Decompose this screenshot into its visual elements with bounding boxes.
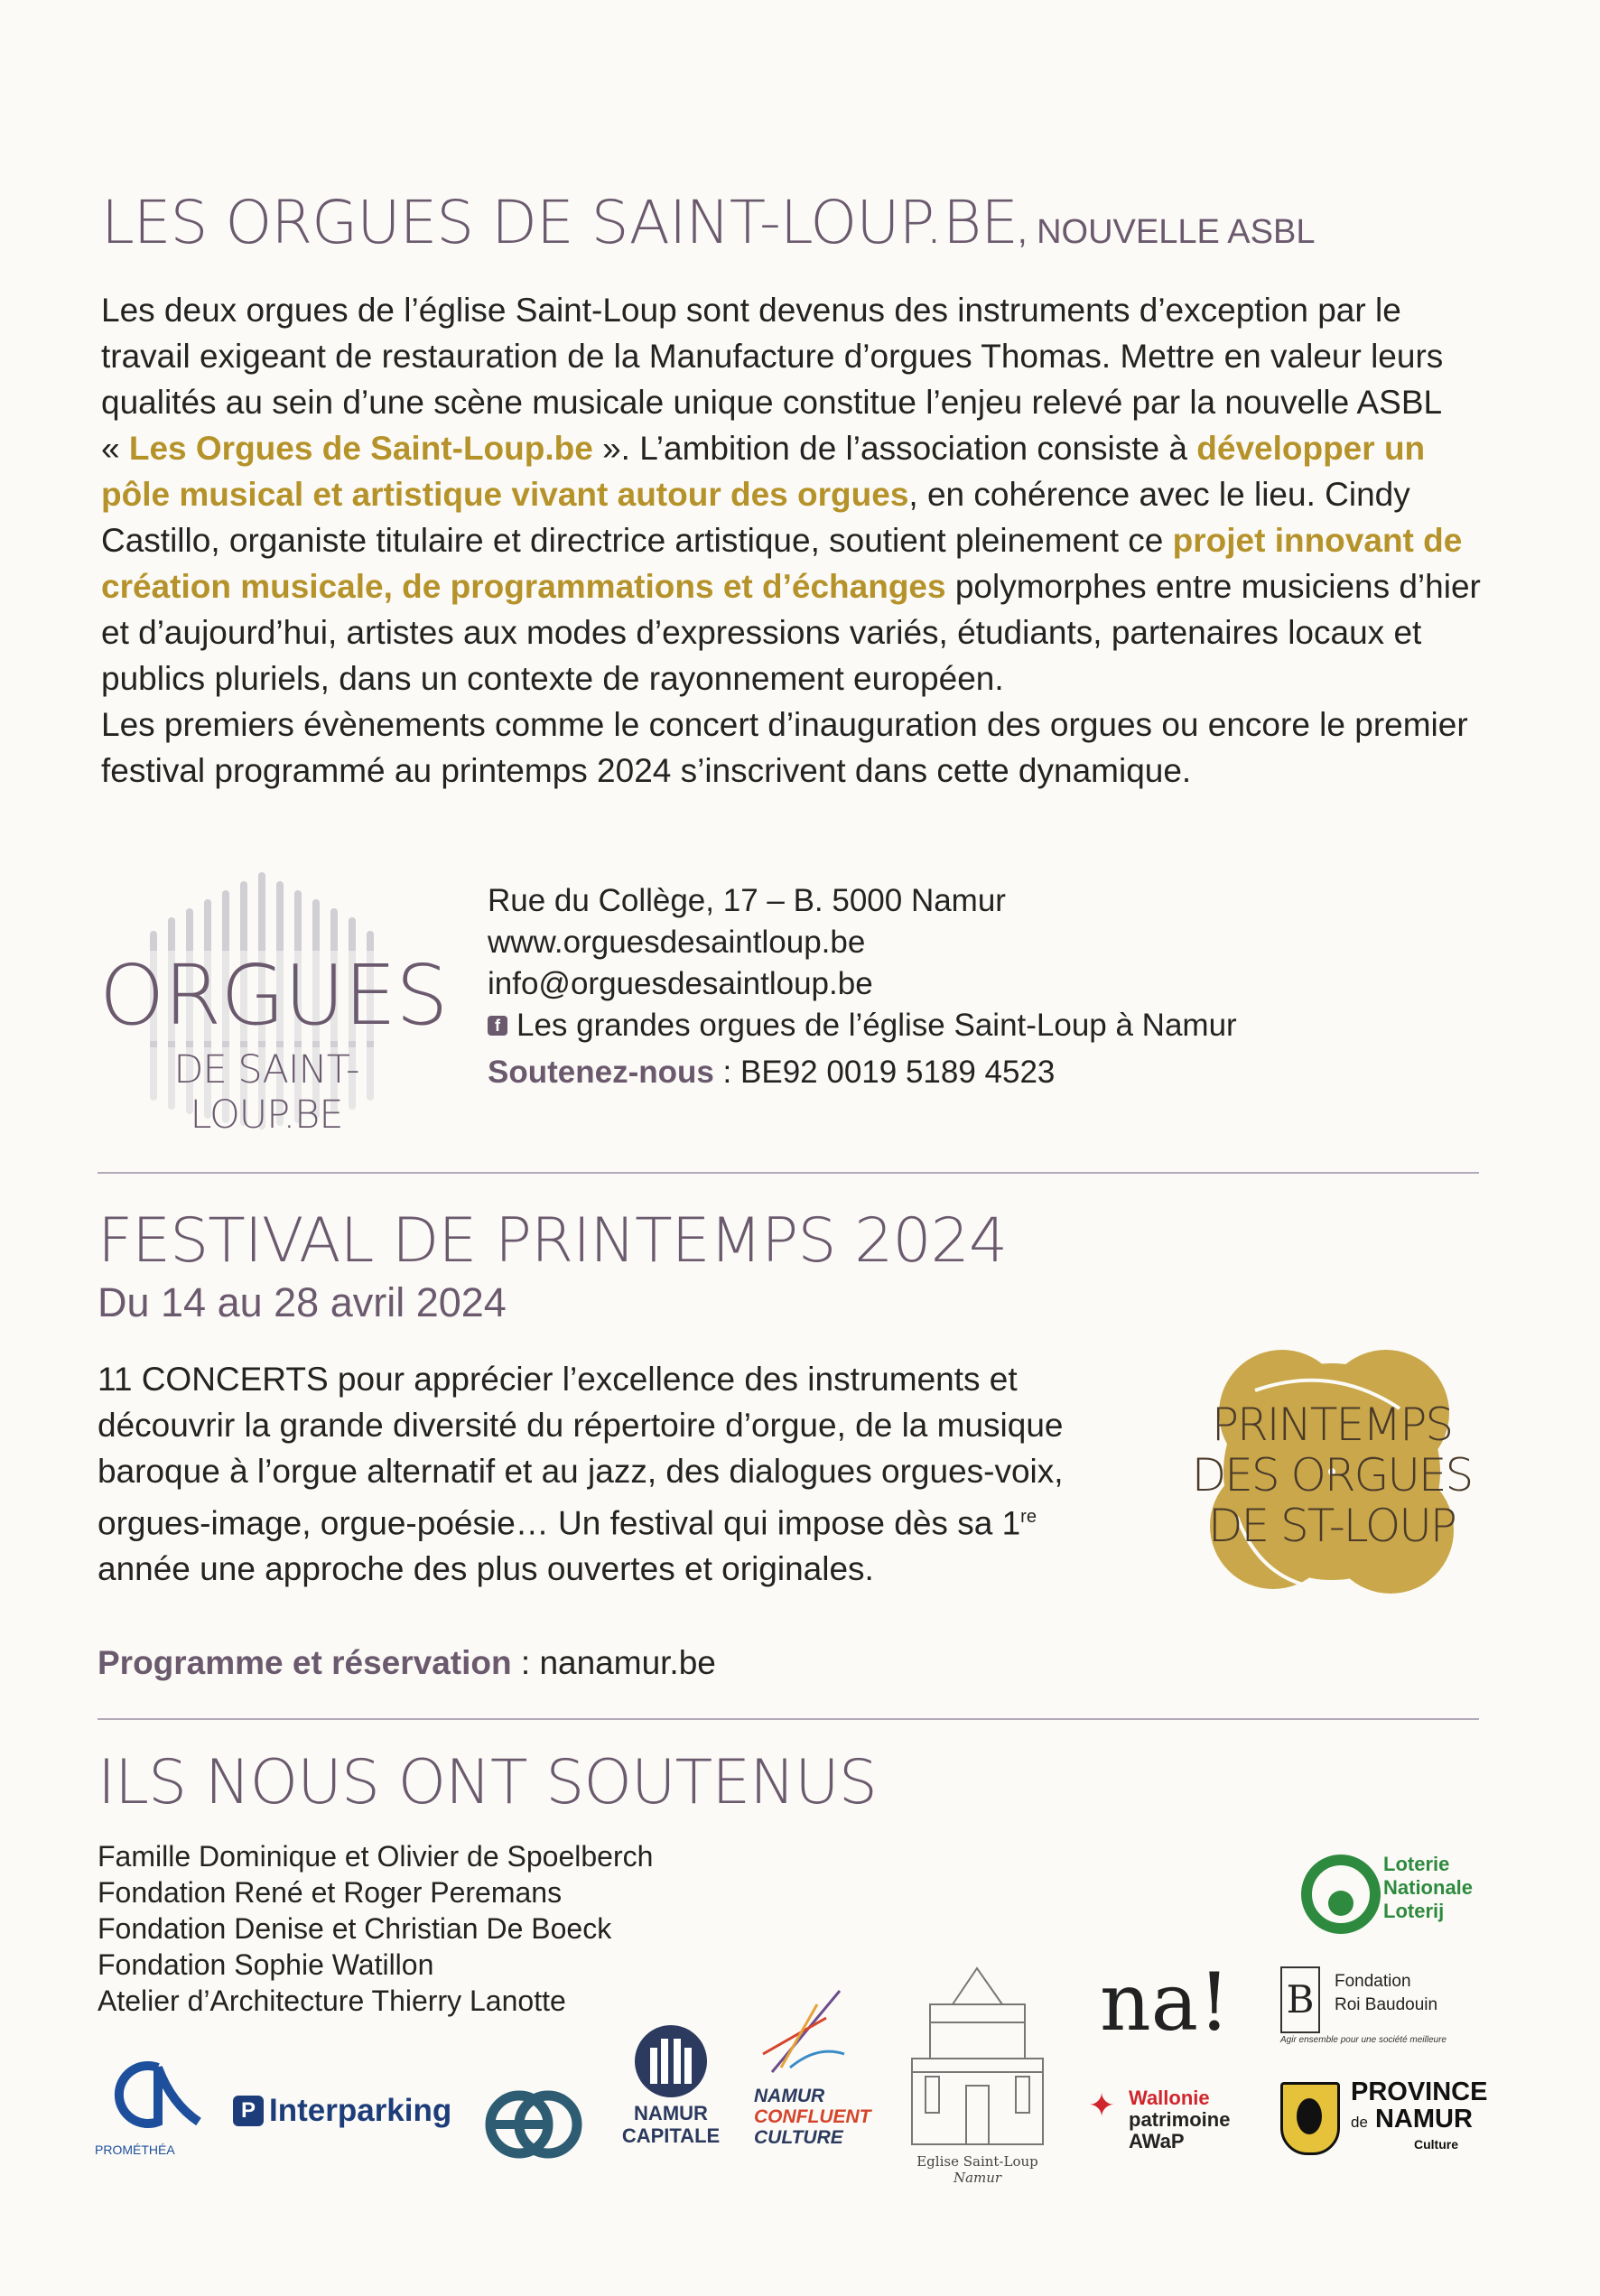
wallonie-patrimoine-logo: ✦ Wallonie patrimoine AWaP (1088, 2087, 1231, 2152)
section1-body (101, 287, 1499, 794)
website-link[interactable]: www.orguesdesaintloup.be (488, 925, 866, 960)
orgues-logo-line2: DE SAINT-LOUP.BE (99, 1047, 433, 1138)
namur-confluent-logo: NAMUR CONFLUENT CULTURE (754, 1982, 880, 2162)
highlight-asbl-name: Les Orgues de Saint-Loup.be (128, 430, 593, 467)
badge-text: PRINTEMPS DES ORGUES DE ST-LOUP (1191, 1399, 1473, 1552)
confluent-icon (754, 1982, 853, 2081)
roi-baudouin-logo: B Fondation Roi Baudouin Agir ensemble pour une société meilleure (1280, 1959, 1551, 2050)
cathedral-icon (630, 2021, 712, 2102)
email-link[interactable]: info@orguesdesaintloup.be (488, 966, 873, 1001)
printemps-badge (1183, 1327, 1481, 1616)
list-item: Famille Dominique et Olivier de Spoelberch (98, 1840, 654, 1873)
section1-paragraph-1: Les deux orgues de l’église Saint-Loup sont devenus des instruments d’exception par le travail exigeant de restauration de la Manufacture d’orgues Thomas. Mettre en valeur leurs qualités au sein d’une scène musicale unique constitue l’enjeu relevé par la nouvelle ASBL « Les Orgues de Saint-Loup.be ». L’ambition de l’association consiste à développer un pôle musical et artistique vivant autour des orgues, en cohérence avec le lieu. Cindy Castillo, organiste titulaire et directrice artistique, soutient pleinement ce projet innovant de création musicale, de programmations et d’échanges polymorphes entre musiciens d’hier et d’aujourd’hui, artistes aux modes d’expressions variés, étudiants, partenaires locaux et publics pluriels, dans un contexte de rayonnement européen. (101, 292, 1481, 697)
shield-icon (1280, 2082, 1340, 2155)
festival-dates: Du 14 au 28 avril 2024 (98, 1279, 507, 1325)
parking-icon: P (233, 2096, 264, 2126)
contact-block (488, 880, 1481, 1093)
eb-logo (483, 2075, 582, 2165)
province-namur-logo: PROVINCE de NAMUR Culture (1280, 2075, 1515, 2174)
orgues-logo-line1: ORGUES (99, 947, 448, 1044)
address: Rue du Collège, 17 – B. 5000 Namur (488, 883, 1006, 918)
list-item: Fondation Denise et Christian De Boeck (98, 1912, 612, 1945)
list-item: Fondation René et Roger Peremans (98, 1876, 563, 1909)
section1-paragraph-2: Les premiers évènements comme le concert d’inauguration des orgues ou encore le premier festival programmé au printemps 2024 s’inscrivent dans cette dynamique. (101, 706, 1468, 789)
divider (98, 1718, 1479, 1720)
support-line: Soutenez-nous : BE92 0019 5189 4523 (488, 1055, 1056, 1090)
list-item: Fondation Sophie Watillon (98, 1948, 434, 1981)
list-item: Atelier d’Architecture Thierry Lanotte (98, 1985, 566, 2017)
eb-icon (483, 2075, 582, 2165)
namur-capitale-logo: NAMUR CAPITALE (617, 2021, 725, 2165)
rooster-icon: ✦ (1088, 2087, 1116, 2124)
section1-title-suffix: , NOUVELLE ASBL (1017, 213, 1316, 251)
promethea-logo: PROMÉTHÉA (95, 2050, 203, 2167)
section1-title: LES ORGUES DE SAINT-LOUP.BE (101, 188, 1018, 257)
highlight-projet-innovant: projet innovant de création musicale, de programmations et d’échanges (101, 522, 1463, 605)
promethea-icon (95, 2050, 203, 2140)
highlight-pole-musical: développer un pôle musical et artistique vivant autour des orgues (101, 430, 1426, 513)
supporters-list (98, 1838, 820, 2019)
supporters-title: ILS NOUS ONT SOUTENUS (98, 1747, 877, 1818)
facebook-link[interactable]: f Les grandes orgues de l’église Saint-Loup à Namur (488, 1005, 1481, 1046)
section1-heading (101, 188, 1315, 257)
crown-icon: B (1280, 1966, 1320, 2033)
support-label: Soutenez-nous (488, 1055, 714, 1090)
eglise-saint-loup-logo: Eglise Saint-Loup Namur (903, 1959, 1052, 2203)
festival-title: FESTIVAL DE PRINTEMPS 2024 (98, 1205, 1008, 1277)
programme-line: Programme et réservation : nanamur.be (98, 1644, 716, 1681)
programme-label: Programme et réservation (98, 1644, 512, 1681)
divider (98, 1172, 1479, 1174)
programme-link[interactable]: nanamur.be (539, 1644, 716, 1681)
loterie-logo: Loterie Nationale Loterij (1300, 1849, 1517, 1939)
festival-description: 11 CONCERTS pour apprécier l’excellence des instruments et découvrir la grande diversité du répertoire d’orgue, de la musique baroque à l’orgue alternatif et au jazz, des dialogues orgues-voix, orgues-image, orgue-poésie… Un festival qui impose dès sa 1re année une approche des plus ouvertes et originales. (98, 1361, 1064, 1588)
orgues-logo (99, 871, 448, 1142)
na-logo: na! (1100, 1956, 1231, 2049)
facebook-icon: f (488, 1016, 507, 1036)
church-facade-icon (903, 1959, 1052, 2149)
interparking-logo: P Interparking (233, 2093, 451, 2129)
iban: BE92 0019 5189 4523 (740, 1055, 1056, 1090)
loterie-icon (1300, 1854, 1381, 1935)
